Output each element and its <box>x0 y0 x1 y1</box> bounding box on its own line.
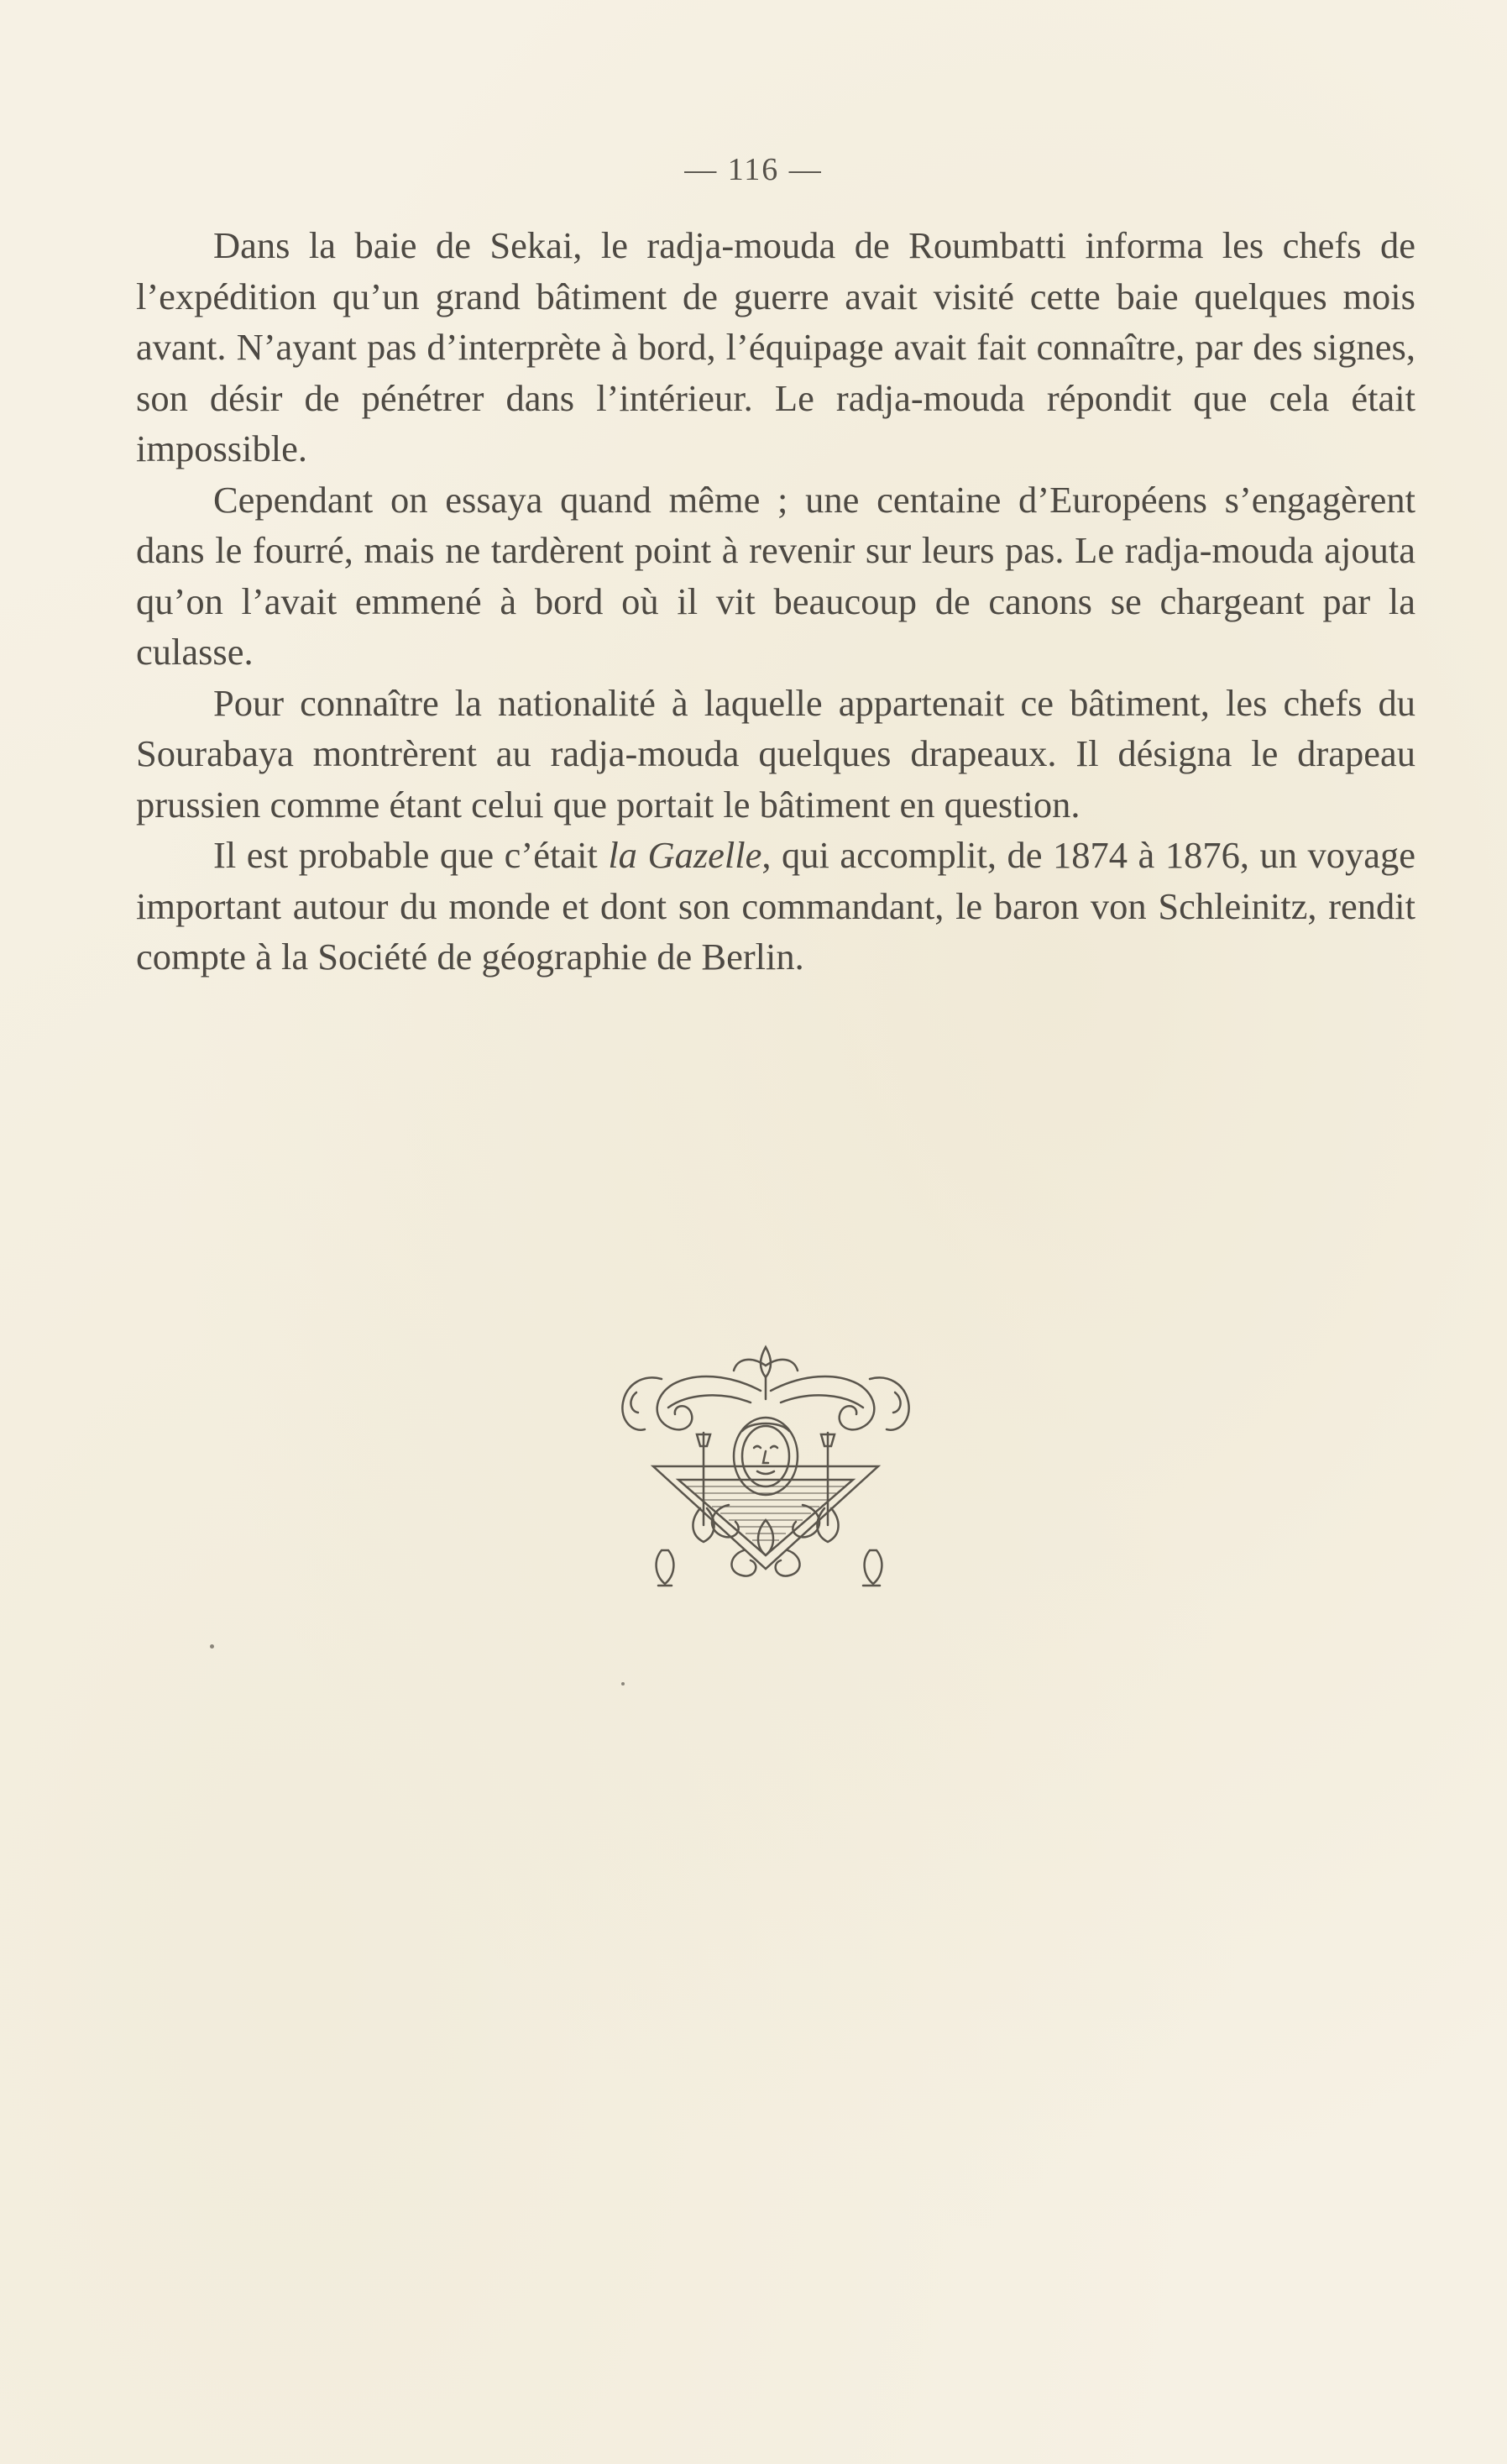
print-speck <box>210 1644 214 1649</box>
decorative-vignette-icon <box>603 1340 929 1592</box>
paragraph-4-end: , qui accomplit, de 1874 à 1876, un voyage important autour du monde et dont son commandant, le baron von Schleinitz, rendit compte à la Société de géographie de Berlin. <box>136 834 1415 978</box>
paragraph-4-start: Il est probable que c’était <box>213 834 609 876</box>
paragraph-3: Pour connaître la nationalité à laquelle appartenait ce bâtiment, les chefs du Sourabaya montrèrent au radja-mouda quelques drapeaux. Il désigna le drapeau prussien comme étant celui que portait le bâtiment en question. <box>136 681 1415 826</box>
ship-name-italic: la Gazelle <box>608 834 762 876</box>
page-number: — 116 — <box>684 152 823 187</box>
print-speck <box>621 1682 625 1685</box>
body-text <box>136 220 1415 983</box>
paragraph-4 <box>136 830 1415 983</box>
paragraph-2: Cependant on essaya quand même ; une centaine d’Européens s’engagèrent dans le fourré, mais ne tardèrent point à revenir sur leurs pas. Le radja-mouda ajouta qu’on l’avait emmené à bord où il vit beaucoup de canons se chargeant par la culasse. <box>136 478 1415 673</box>
paragraph-1: Dans la baie de Sekai, le radja-mouda de Roumbatti informa les chefs de l’expédition qu’un grand bâtiment de guerre avait visité cette baie quelques mois avant. N’ayant pas d’interprète à bord, l’équipage avait fait connaître, par des signes, son désir de pénétrer dans l’intérieur. Le radja-mouda répondit que cela était impossible. <box>136 224 1415 469</box>
